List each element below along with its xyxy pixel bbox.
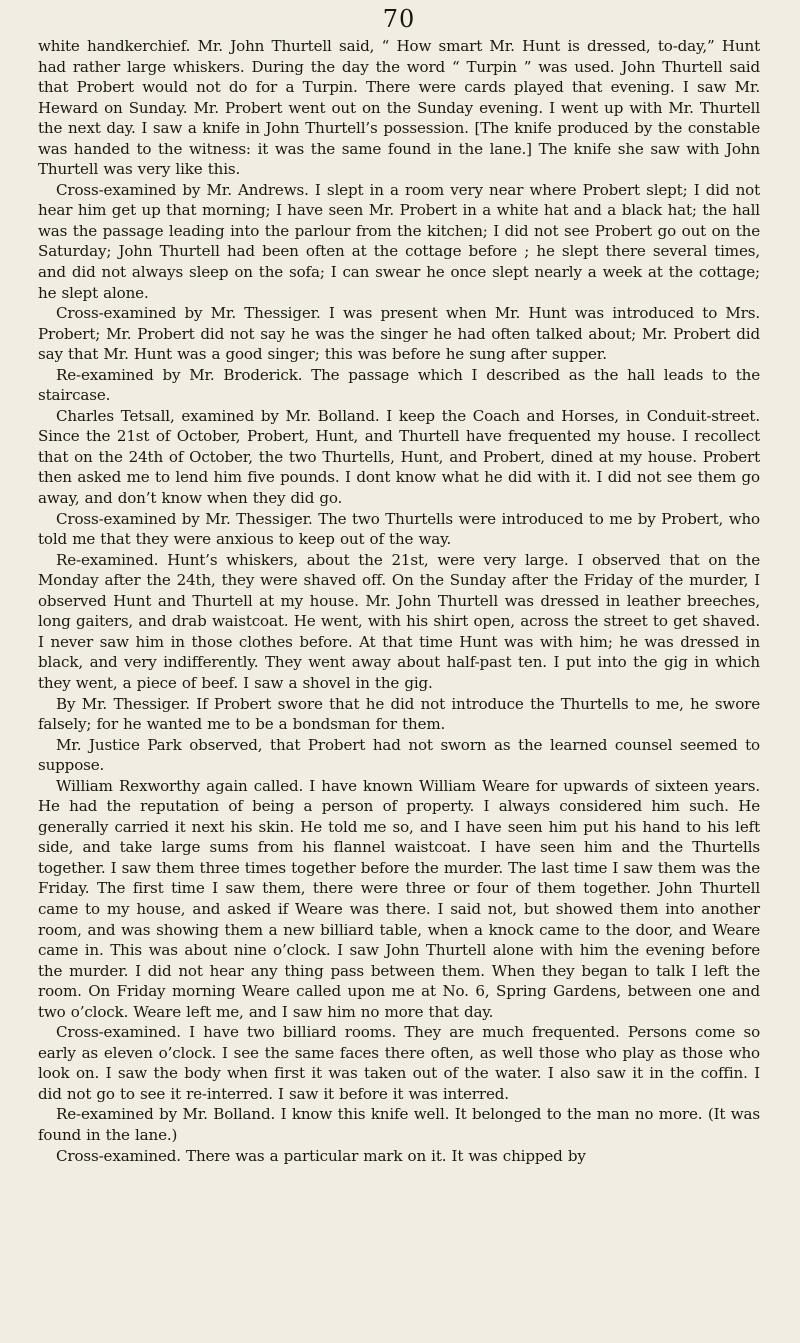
paragraph-4: Re-examined by Mr. Broderick. The passage which I described as the hall leads to the staircase. [38, 365, 760, 405]
paragraph-11: Cross-examined. I have two billiard rooms. They are much frequented. Persons come so early as eleven o’clock. I see the same faces there often, as well those who play as those who look on. I saw the body when first it was taken out of the water. I also saw it in the coffin. I did not go to see it re-interred. I saw it before it was interred. [38, 1023, 760, 1103]
paragraph-2: Cross-examined by Mr. Andrews. I slept in a room very near where Probert slept; I did not hear him get up that morning; I have seen Mr. Probert in a white hat and a black hat; the hall was the passage leading into the parlour from the kitchen; I did not see Probert go out on the Saturday; John Thurtell had been often at the cottage before ; he slept there several times, and did not always sleep on the sofa; I can swear he once slept nearly a week at the cottage; he slept alone. [38, 180, 760, 302]
page-body [38, 36, 760, 1166]
paragraph-3: Cross-examined by Mr. Thessiger. I was present when Mr. Hunt was introduced to Mrs. Probert; Mr. Probert did not say he was the singer he had often talked about; Mr. Probert did say that Mr. Hunt was a good singer; this was before he sung after supper. [38, 304, 760, 364]
paragraph-9: Mr. Justice Park observed, that Probert had not sworn as the learned counsel seemed to suppose. [38, 735, 760, 775]
paragraph-1: white handkerchief. Mr. John Thurtell said, “ How smart Mr. Hunt is dressed, to-day,” Hunt had rather large whiskers. During the day the word “ Turpin ” was used. John Thurtell said that Probert would not do for a Turpin. There were cards played that evening. I saw Mr. Heward on Sunday. Mr. Probert went out on the Sunday evening. I went up with Mr. Thurtell the next day. I saw a knife in John Thurtell’s possession. [The knife produced by the constable was handed to the witness: it was the same found in the lane.] The knife she saw with John Thurtell was very like this. [38, 37, 760, 179]
paragraph-6: Cross-examined by Mr. Thessiger. The two Thurtells were introduced to me by Probert, who told me that they were anxious to keep out of the way. [38, 509, 760, 549]
paragraph-5: Charles Tetsall, examined by Mr. Bolland. I keep the Coach and Horses, in Conduit-street. Since the 21st of October, Probert, Hunt, and Thurtell have frequented my house. I recollect that on the 24th of October, the two Thurtells, Hunt, and Probert, dined at my house. Probert then asked me to lend him five pounds. I dont know what he did with it. I did not see them go away, and don’t know when they did go. [38, 406, 760, 508]
paragraph-7: Re-examined. Hunt’s whiskers, about the 21st, were very large. I observed that on the Monday after the 24th, they were shaved off. On the Sunday after the Friday of the murder, I observed Hunt and Thurtell at my house. Mr. John Thurtell was dressed in leather breeches, long gaiters, and drab waistcoat. He went, with his shirt open, across the street to get shaved. I never saw him in those clothes before. At that time Hunt was with him; he was dressed in black, and very indifferently. They went away about half-past ten. I put into the gig in which they went, a piece of beef. I saw a shovel in the gig. [38, 550, 760, 692]
paragraph-13: Cross-examined. There was a particular mark on it. It was chipped by [56, 1146, 586, 1165]
paragraph-12: Re-examined by Mr. Bolland. I know this knife well. It belonged to the man no more. (It was found in the lane.) [38, 1105, 760, 1144]
page-number: 70 [382, 5, 416, 33]
paragraph-10: William Rexworthy again called. I have known William Weare for upwards of sixteen years. He had the reputation of being a person of property. I always considered him such. He generally carried it next his skin. He told me so, and I have seen him put his hand to his left side, and take large sums from his flannel waistcoat. I have seen him and the Thurtells together. I saw them three times together before the murder. The last time I saw them was the Friday. The first time I saw them, there were three or four of them together. John Thurtell came to my house, and asked if Weare was there. I said not, but showed them into another room, and was showing them a new billiard table, when a knock came to the door, and Weare came in. This was about nine o’clock. I saw John Thurtell alone with him the evening before the murder. I did not hear any thing pass between them. When they began to talk I left the room. On Friday morning Weare called upon me at No. 6, Spring Gardens, between one and two o’clock. Weare left me, and I saw him no more that day. [38, 776, 760, 1021]
paragraph-8: By Mr. Thessiger. If Probert swore that he did not introduce the Thurtells to me, he swore falsely; for he wanted me to be a bondsman for them. [38, 694, 760, 734]
